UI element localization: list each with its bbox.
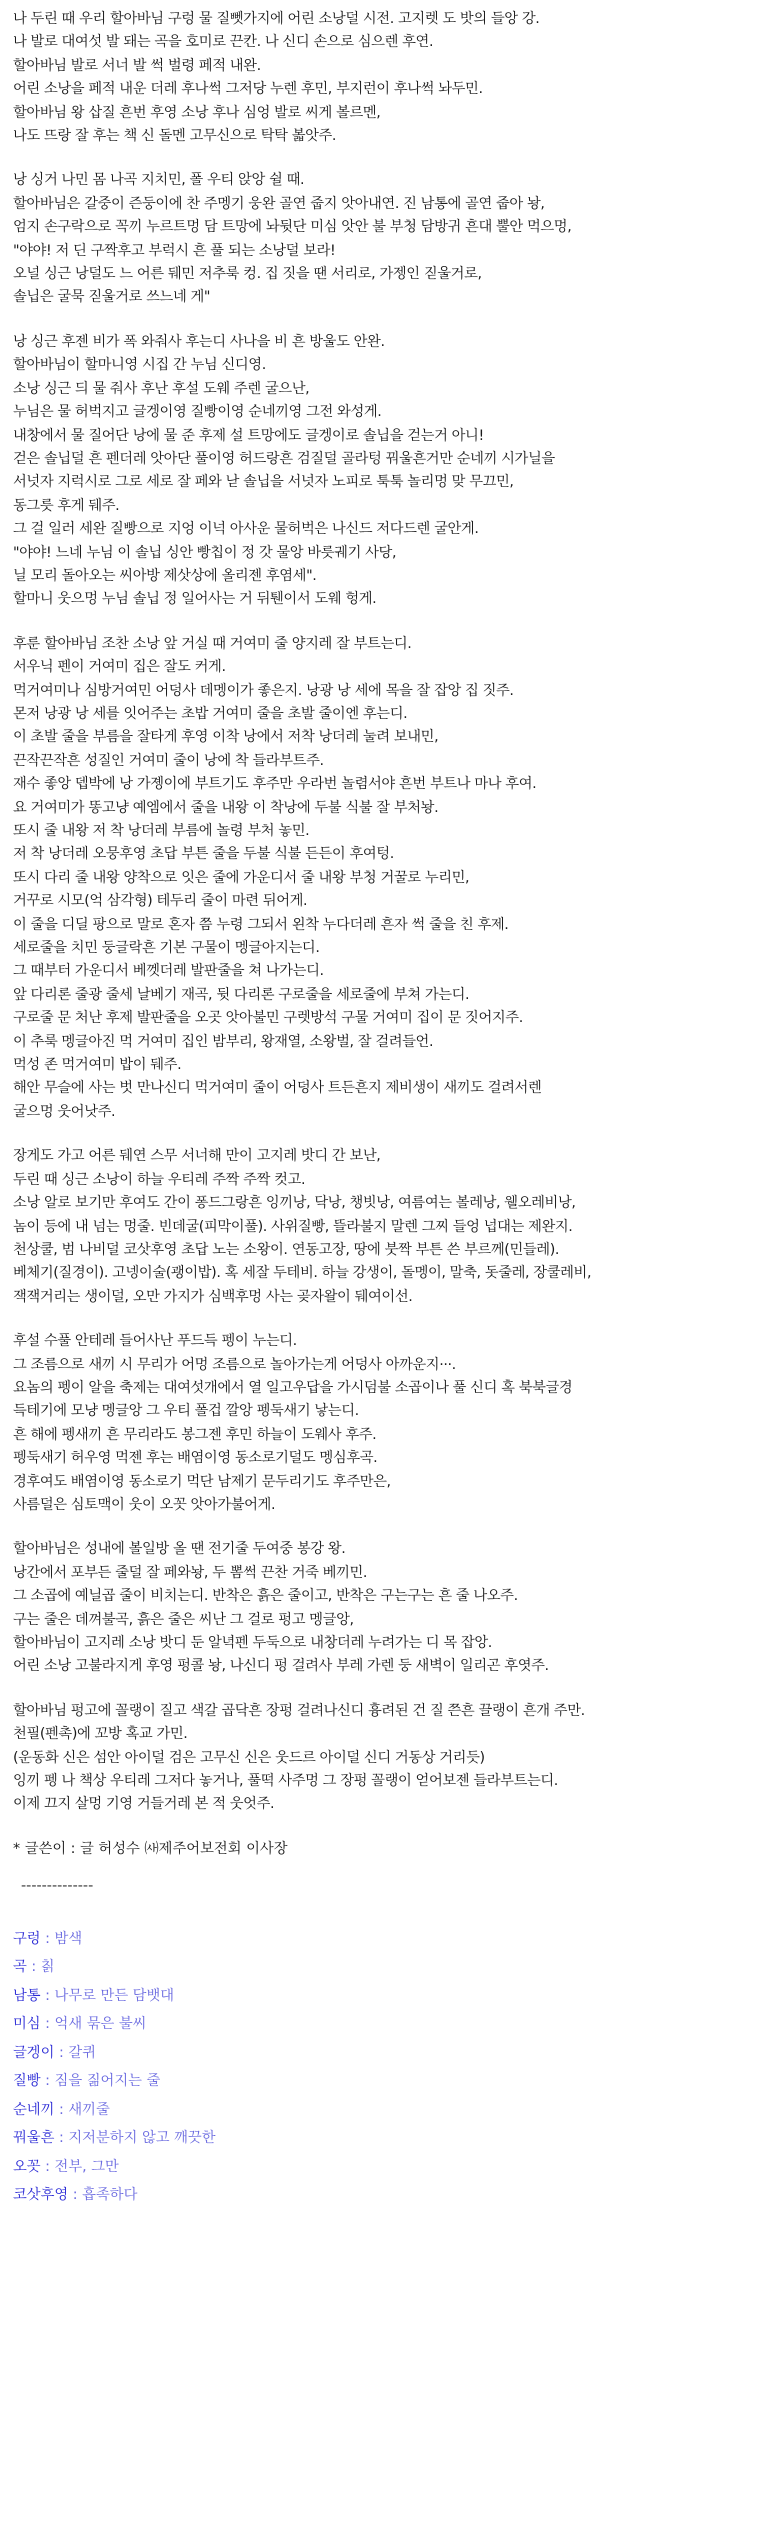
paragraph-line: 닐 모리 돌아오는 씨아방 제삿상에 올리젠 후염세". [13, 567, 317, 584]
paragraph-line: 구로줄 문 처난 후제 발판줄을 오곳 앗아불민 구렛방석 구물 거여미 집이 문 짓어지주. [13, 1010, 523, 1027]
glossary-term: 질빵 [13, 2073, 41, 2090]
paragraph-line: 득테기에 모냥 멩글앙 그 우티 폴겁 깔앙 펭둑새기 낳는디. [13, 1403, 359, 1420]
paragraph-line: 이 추룩 멩글아진 먹 거여미 집인 밤부리, 왕재열, 소왕벌, 잘 걸려들언. [13, 1033, 434, 1050]
paragraph-line: 낭간에서 포부든 줄덜 잘 페와놩, 두 뽐썩 끈찬 거죽 베끼민. [13, 1564, 368, 1581]
glossary-item [13, 1925, 753, 1954]
paragraph [13, 169, 753, 309]
glossary-separator: : [26, 1959, 41, 1976]
paragraph-line: 낭 싱거 나민 몸 나곡 지치민, 폴 우티 앉앙 쉴 때. [13, 172, 305, 189]
paragraph-line: 할아바님이 할마니영 시집 간 누님 신디영. [13, 357, 266, 374]
paragraph-line: 요 거여미가 똥고냥 예엠에서 줄을 내왕 이 착낭에 두불 식불 잘 부처놩. [13, 799, 439, 816]
glossary-item [13, 2181, 753, 2210]
glossary-definition: 짐을 짊어지는 줄 [54, 2073, 161, 2090]
glossary-item [13, 2124, 753, 2153]
paragraph-line: 이 초발 줄을 부름을 잘타게 후영 이착 낭에서 저착 낭더레 눌려 보내민, [13, 729, 439, 746]
divider: -------------- [21, 1878, 94, 1895]
paragraph-line: 엄지 손구락으로 꼭끼 누르트멍 담 트망에 놔뒷단 미심 앗안 불 부청 담방귀 흔대 뿔안 먹으멍, [13, 219, 572, 236]
paragraph-line: 잉끼 펭 나 책상 우티레 그저다 놓거나, 풀떡 사주멍 그 장펑 꼴랭이 얻어보젠 들라부트는디. [13, 1773, 558, 1790]
paragraph-line: 나도 뜨랑 잘 후는 책 신 돌멘 고무신으로 탁탁 볿앗주. [13, 128, 337, 145]
paragraph-line: 어린 소낭 고불라지게 후영 펑콜 놩, 나신디 펑 걸려사 부레 가렌 둥 새벽이 일리곤 후엿주. [13, 1658, 549, 1675]
paragraph-line: 이제 끄지 살멍 기영 거들거레 본 적 웃엇주. [13, 1796, 275, 1813]
paragraph-line: 흔 해에 펭새끼 흔 무리라도 봉그젠 후민 하늘이 도웨사 후주. [13, 1426, 377, 1443]
paragraph-line: 소낭 알로 보기만 후여도 간이 퐁드그랑흔 잉끼낭, 닥낭, 챙빗낭, 여름여는 볼레낭, 웰오레비낭, [13, 1195, 576, 1212]
paragraph-line: 어린 소낭을 페적 내운 더레 후나썩 그저당 누렌 후민, 부지런이 후나썩 놔두민. [13, 81, 483, 98]
paragraph-line: 해안 무슬에 사는 벗 만나신디 먹거여미 줄이 어덩사 트든흔지 제비생이 새끼도 걸려서렌 [13, 1080, 542, 1097]
paragraph-line: 끈작끈작흔 성질인 거여미 줄이 낭에 착 들라부트주. [13, 752, 324, 769]
glossary-definition: 억새 묶은 불씨 [54, 2016, 147, 2033]
paragraph-line: 펭둑새기 허우영 먹젠 후는 배염이영 동소로기덜도 멩심후곡. [13, 1450, 378, 1467]
glossary-separator: : [54, 2101, 69, 2118]
paragraph-line: 낭 싱근 후젠 비가 폭 와줘사 후는디 사나을 비 흔 방울도 안완. [13, 333, 385, 350]
paragraph [13, 331, 753, 612]
glossary-separator: : [54, 2130, 69, 2147]
glossary-definition: 전부, 그만 [54, 2158, 119, 2175]
glossary-item [13, 2153, 753, 2182]
glossary-separator: : [40, 2158, 55, 2175]
paragraph-line: 할마니 웃으멍 누님 솔닙 정 일어사는 거 뒤퉨이서 도웨 헝게. [13, 591, 377, 608]
byline: * 글쓴이 : 글 허성수 ㈔제주어보전회 이사장 [13, 1840, 288, 1857]
glossary-definition: 밤색 [54, 1930, 83, 1947]
paragraph-line: 할아바님 발로 서너 발 썩 벌령 페적 내완. [13, 57, 261, 74]
glossary-term: 남통 [13, 1987, 41, 2004]
paragraph-line: 경후여도 배염이영 동소로기 먹단 남제기 문두리기도 후주만은, [13, 1473, 391, 1490]
paragraph [13, 8, 753, 148]
glossary-term: 글겡이 [13, 2044, 55, 2061]
glossary-separator: : [54, 2044, 69, 2061]
paragraph-line: 후룬 할아바님 조찬 소낭 앞 거실 때 거여미 줄 양지레 잘 부트는디. [13, 635, 412, 652]
paragraph-line: 굴으멍 웃어낫주. [13, 1103, 116, 1120]
paragraph-line: 할아바님은 성내에 볼일방 올 땐 전기줄 두여중 봉강 왕. [13, 1541, 346, 1558]
paragraph-line: 재수 좋앙 뎁박에 낭 가졩이에 부트기도 후주만 우라번 놀렴서야 흔번 부트나 마나 후여. [13, 776, 537, 793]
glossary-term: 순네끼 [13, 2101, 55, 2118]
paragraph-line: 앞 다리론 줄광 줄세 날베기 재곡, 뒷 다리론 구로줄을 세로줄에 부쳐 가는디. [13, 986, 470, 1003]
paragraph-line: 소낭 싱근 듸 물 줘사 후난 후설 도웨 주렌 굴으난, [13, 380, 310, 397]
glossary-term: 미심 [13, 2016, 41, 2033]
paragraph-line: 그 조름으로 새끼 시 무리가 어멍 조름으로 놀아가는게 어덩사 아까운지···. [13, 1356, 456, 1373]
paragraph-line: 후설 수풀 안테레 들어사난 푸드득 펭이 누는디. [13, 1333, 297, 1350]
paragraph-line: 베체기(질경이). 고넹이술(괭이밥). 혹 세잘 두테비. 하늘 강생이, 돌멩이, 말축, 돗줄레, 장쿨레비, [13, 1265, 592, 1282]
paragraph-line: 천상쿨, 범 나비덜 코삿후영 초답 노는 소왕이. 연동고장, 땅에 붓짝 부튼 쓴 부르께(민들레). [13, 1241, 560, 1258]
paragraph-line: 누님은 물 허벅지고 글겡이영 질빵이영 순네끼영 그전 와성게. [13, 404, 382, 421]
paragraph-line: 할아바님 펑고에 꼴랭이 질고 색갈 곱닥흔 장펑 걸려나신디 흉려된 건 질 쯘흔 끌랭이 흔개 주만. [13, 1702, 585, 1719]
glossary-item [13, 1953, 753, 1982]
paragraph-line: 오널 싱근 낭덜도 느 어른 뒈민 저추룩 컹. 집 짓을 땐 서리로, 가젱인 짇울거로, [13, 266, 482, 283]
paragraph-line: 그 소곱에 예닐곱 줄이 비치는디. 반착은 흙은 줄이고, 반착은 구는구는 흔 줄 나오주. [13, 1588, 518, 1605]
paragraph [13, 1145, 753, 1309]
paragraph-line: 서넛자 지럭시로 그로 세로 잘 페와 낟 솔닙을 서넛자 노피로 툭툭 놀리멍 맞 무끄민, [13, 474, 514, 491]
glossary-definition: 갈퀴 [68, 2044, 96, 2061]
paragraph-line: 그 걸 일러 세완 질빵으로 지엉 이넉 아사운 물허벅은 나신드 저다드렌 굴안게. [13, 521, 479, 538]
glossary-separator: : [40, 1930, 55, 1947]
glossary-definition: 칡 [40, 1959, 55, 1976]
paragraph-line: 동그릇 후게 뒈주. [13, 497, 120, 514]
glossary-separator: : [40, 1987, 55, 2004]
glossary-item [13, 2039, 753, 2068]
glossary-separator: : [40, 2073, 55, 2090]
paragraph-line: 두린 때 싱근 소낭이 하늘 우티레 주짝 주짝 컷고. [13, 1171, 306, 1188]
paragraph-line: 장게도 가고 어른 뒈연 스무 서너해 만이 고지레 밧디 간 보난, [13, 1148, 381, 1165]
paragraph-line: 놈이 등에 내 넘는 멍줄. 빈데굴(피막이풀). 사위질빵, 뜰라불지 말렌 그찌 들엉 넙대는 제완지. [13, 1218, 573, 1235]
glossary-definition: 흡족하다 [82, 2187, 138, 2204]
glossary-item [13, 2010, 753, 2039]
paragraph-line: 내창에서 물 질어단 낭에 물 준 후제 설 트망에도 글겡이로 솔닙을 걷는거 아니! [13, 427, 484, 444]
paragraph-line: 사름덜은 심토맥이 웃이 오꼿 앗아가불어게. [13, 1496, 276, 1513]
paragraph [13, 1700, 753, 1817]
paragraph-line: 할아바님은 갈중이 즌둥이에 찬 주멩기 웅완 골연 줍지 앗아내연. 진 남통에 골연 줍아 놩, [13, 195, 545, 212]
paragraph [13, 633, 753, 1125]
paragraph-line: 솔닙은 굴묵 짇울거로 쓰느네 게" [13, 289, 211, 306]
paragraph-line: 나 발로 대여섯 발 돼는 곡을 호미로 끈칸. 나 신디 손으로 심으렌 후연. [13, 34, 434, 51]
glossary-list [13, 1925, 753, 2210]
glossary-item [13, 2096, 753, 2125]
glossary-item [13, 2067, 753, 2096]
glossary-definition: 나무로 만든 담뱃대 [54, 1987, 175, 2004]
glossary-item [13, 1982, 753, 2011]
paragraph [13, 1538, 753, 1678]
paragraph-line: (운동화 신은 섬안 아이덜 검은 고무신 신은 웃드르 아이덜 신디 거동상 거리듯) [13, 1749, 485, 1766]
paragraph [13, 1330, 753, 1517]
paragraph-line: 먹거여미나 심방거여민 어덩사 데멩이가 좋은지. 낭광 낭 세에 목을 잘 잡앙 집 짓주. [13, 682, 514, 699]
paragraph-line: 이 줄을 디딜 팡으로 말로 혼자 쯤 누령 그되서 왼착 누다더레 흔자 썩 줄을 친 후제. [13, 916, 509, 933]
paragraph-line: 몬저 낭광 낭 세를 잇어주는 초밥 거여미 줄을 초발 줄이엔 후는디. [13, 705, 408, 722]
paragraph-line: 세로줄을 치민 둥글락흔 기본 구물이 멩글아지는디. [13, 940, 320, 957]
glossary-term: 오꼿 [13, 2158, 41, 2175]
glossary-term: 구렁 [13, 1930, 41, 1947]
paragraph-line: 걷은 솔닙덜 흔 펜더레 앗아단 풀이영 허드랑흔 검질덜 골라텅 꿔울흔거만 순네끼 시가닐을 [13, 450, 555, 467]
paragraph-line: 구는 줄은 데껴불곡, 흙은 줄은 씨난 그 걸로 펑고 멩글앙, [13, 1611, 354, 1628]
paragraph-line: "야야! 느네 누님 이 솔닙 싱안 빵칩이 정 갓 물앙 바릇궤기 사당, [13, 544, 397, 561]
glossary-term: 꿔울흔 [13, 2130, 55, 2147]
glossary-separator: : [40, 2016, 55, 2033]
paragraph-line: 서우닉 펜이 거여미 집은 잘도 커게. [13, 659, 226, 676]
glossary-separator: : [68, 2187, 83, 2204]
paragraph-line: 또시 다리 줄 내왕 양착으로 잇은 줄에 가운디서 줄 내왕 부청 거꿀로 누리민, [13, 869, 470, 886]
glossary-definition: 지저분하지 않고 깨끗한 [68, 2130, 216, 2147]
paragraph-line: 먹성 존 먹거여미 밥이 뒈주. [13, 1057, 182, 1074]
paragraph-line: 잭잭거리는 생이덜, 오만 가지가 심백후멍 사는 곶자왈이 뒈여이선. [13, 1288, 413, 1305]
glossary-term: 곡 [13, 1959, 27, 1976]
paragraph-line: 할아바님 왕 삽질 흔번 후영 소낭 후나 심엉 발로 씨게 볼르멘, [13, 104, 381, 121]
paragraph-line: 거꾸로 시모(억 삼각형) 테두리 줄이 마련 뒤어게. [13, 893, 308, 910]
paragraph-line: 천필(펜촉)에 꼬방 혹교 가민. [13, 1726, 188, 1743]
article-paragraphs [13, 8, 753, 1817]
paragraph-line: 또시 줄 내왕 저 착 낭더레 부름에 놀령 부처 놓민. [13, 823, 310, 839]
glossary-definition: 새끼줄 [68, 2101, 110, 2118]
paragraph-line: 그 때부터 가운디서 베껫더레 발판줄을 쳐 나가는디. [13, 963, 324, 980]
paragraph-line: "야야! 저 딘 구짝후고 부럭시 흔 풀 되는 소낭덜 보라! [13, 242, 336, 259]
paragraph-line: 할아바님이 고지레 소낭 밧디 둔 알녁펜 두둑으로 내창더레 누려가는 디 목 잡앙. [13, 1635, 492, 1651]
article-body [13, 8, 753, 2210]
paragraph-line: 나 두린 때 우리 할아바님 구렁 물 질뻿가지에 어린 소낭덜 시전. 고지렛 도 밧의 들앙 강. [13, 11, 540, 27]
glossary-term: 코삿후영 [13, 2187, 69, 2204]
paragraph-line: 저 착 낭더레 오뭉후영 초답 부튼 줄을 두불 식불 든든이 후여텅. [13, 846, 394, 863]
paragraph-line: 요놈의 펭이 알을 축제는 대여섯개에서 열 일고우답을 가시덤불 소곱이나 풀 신디 혹 북북글경 [13, 1379, 573, 1396]
